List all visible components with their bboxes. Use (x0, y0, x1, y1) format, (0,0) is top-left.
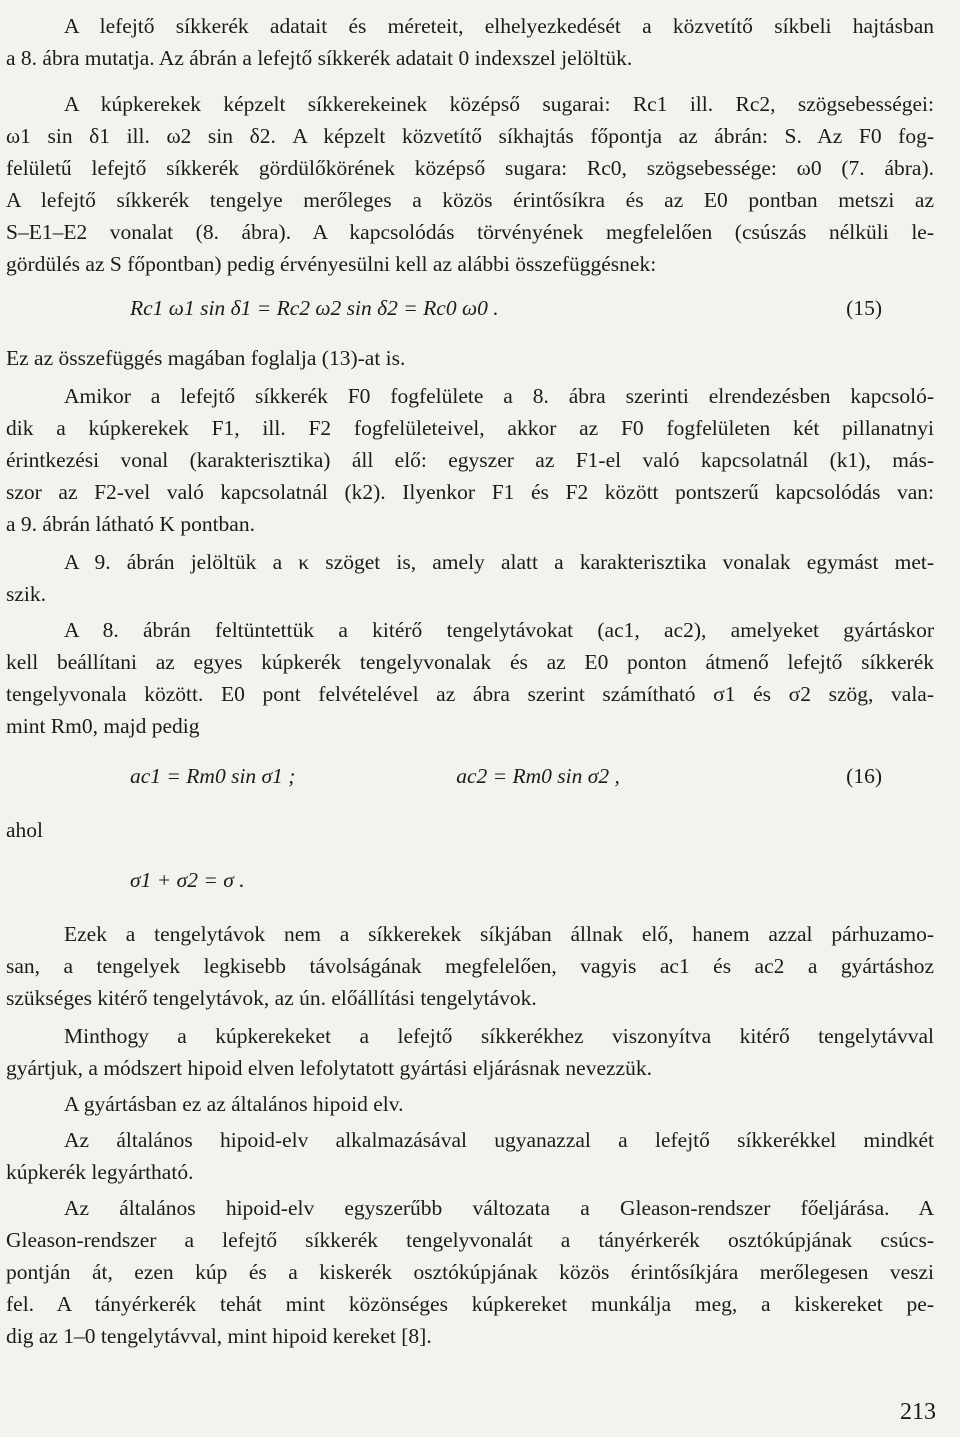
equation-15 (130, 292, 900, 325)
text-line: ω1 sin δ1 ill. ω2 sin δ2. A képzelt közvetítő síkhajtás főpontja az ábrán: S. Az F0 fog- (6, 124, 934, 148)
page-number: 213 (900, 1399, 936, 1425)
text-line: felületű lefejtő síkkerék gördülőkörének középső sugara: Rc0, szögsebessége: ω0 (7. ábra). (6, 156, 934, 180)
text-line: ahol (6, 818, 44, 842)
text-line: szik. (6, 582, 47, 606)
text-line: A lefejtő síkkerék tengelye merőleges a közös érintősíkra és az E0 pontban metszi az (6, 188, 934, 212)
text-line: Ez az összefüggés magában foglalja (13)-at is. (6, 346, 406, 370)
equation-16 (130, 760, 900, 793)
equation-16-number: (16) (846, 764, 882, 788)
equation-15-text: Rc1 ω1 sin δ1 = Rc2 ω2 sin δ2 = Rc0 ω0 . (130, 296, 499, 320)
equation-sigma-text: σ1 + σ2 = σ . (130, 868, 245, 892)
text-line: A kúpkerekek képzelt síkkerekeinek középső sugarai: Rc1 ill. Rc2, szögsebességei: (64, 92, 934, 116)
text-line: A gyártásban ez az általános hipoid elv. (64, 1092, 404, 1116)
text-line: Az általános hipoid-elv egyszerűbb változata a Gleason-rendszer főeljárása. A (64, 1196, 934, 1220)
text-line: Minthogy a kúpkerekeket a lefejtő síkkerékhez viszonyítva kitérő tengelytávval (64, 1024, 934, 1048)
text-line: szor az F2-vel való kapcsolatnál (k2). Ilyenkor F1 és F2 között pontszerű kapcsolódás van: (6, 480, 934, 504)
text-line: A 8. ábrán feltüntettük a kitérő tengelytávokat (ac1, ac2), amelyeket gyártáskor (64, 618, 934, 642)
text-line: kell beállítani az egyes kúpkerék tengelyvonalak és az E0 ponton átmenő lefejtő síkkerék (6, 650, 934, 674)
equation-16-left: ac1 = Rm0 sin σ1 ; (130, 764, 296, 788)
equation-sigma (130, 864, 900, 897)
text-line: kúpkerék legyártható. (6, 1160, 194, 1184)
text-line: Az általános hipoid-elv alkalmazásával ugyanazzal a lefejtő síkkerékkel mindkét (64, 1128, 934, 1152)
text-line: tengelyvonala között. E0 pont felvételével az ábra szerint számítható σ1 és σ2 szög, vala- (6, 682, 934, 706)
equation-15-number: (15) (846, 296, 882, 320)
text-line: érintkezési vonal (karakterisztika) áll elő: egyszer az F1-el való kapcsolatnál (k1), más- (6, 448, 934, 472)
text-line: Ezek a tengelytávok nem a síkkerekek síkjában állnak elő, hanem azzal párhuzamo- (64, 922, 934, 946)
equation-16-right: ac2 = Rm0 sin σ2 , (456, 764, 620, 788)
text-line: a 8. ábra mutatja. Az ábrán a lefejtő síkkerék adatait 0 indexszel jelöltük. (6, 46, 633, 70)
text-line: S–E1–E2 vonalat (8. ábra). A kapcsolódás törvényének megfelelően (csúszás nélküli le- (6, 220, 934, 244)
text-line: Gleason-rendszer a lefejtő síkkerék tengelyvonalát a tányérkerék osztókúpjának csúcs- (6, 1228, 934, 1252)
text-line: gördülés az S főpontban) pedig érvényesülni kell az alábbi összefüggésnek: (6, 252, 657, 276)
text-line: szükséges kitérő tengelytávok, az ún. előállítási tengelytávok. (6, 986, 537, 1010)
text-line: dik a kúpkerekek F1, ill. F2 fogfelületeivel, akkor az F0 fogfelületen két pillanatnyi (6, 416, 934, 440)
text-line: fel. A tányérkerék tehát mint közönséges kúpkereket munkálja meg, a kiskereket pe- (6, 1292, 934, 1316)
text-line: Amikor a lefejtő síkkerék F0 fogfelülete a 8. ábra szerinti elrendezésben kapcsoló- (64, 384, 934, 408)
text-line: san, a tengelyek legkisebb távolságának megfelelően, vagyis ac1 és ac2 a gyártáshoz (6, 954, 934, 978)
text-line: A 9. ábrán jelöltük a κ szöget is, amely alatt a karakterisztika vonalak egymást met- (64, 550, 934, 574)
text-line: dig az 1–0 tengelytávval, mint hipoid kereket [8]. (6, 1324, 432, 1348)
text-line: mint Rm0, majd pedig (6, 714, 200, 738)
text-line: gyártjuk, a módszert hipoid elven lefolytatott gyártási eljárásnak nevezzük. (6, 1056, 652, 1080)
text-line: pontján át, ezen kúp és a kiskerék osztókúpjának közös érintősíkjára merőlegesen veszi (6, 1260, 934, 1284)
text-line: a 9. ábrán látható K pontban. (6, 512, 255, 536)
text-line: A lefejtő síkkerék adatait és méreteit, elhelyezkedését a közvetítő síkbeli hajtásban (64, 14, 934, 38)
